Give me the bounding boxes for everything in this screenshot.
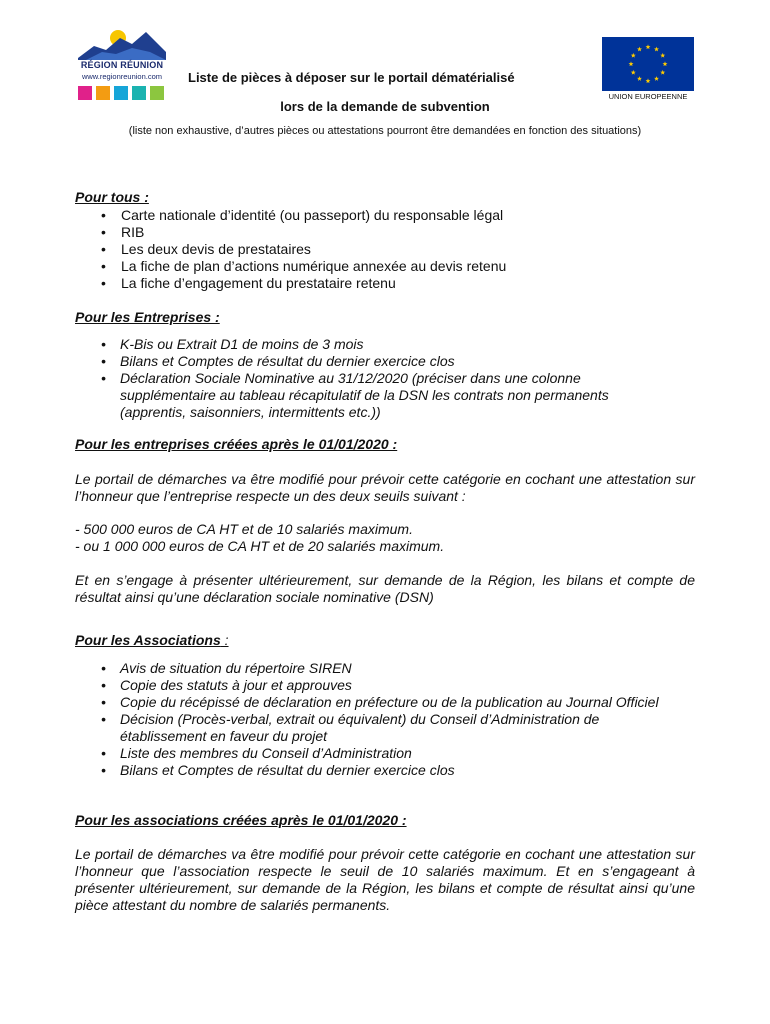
- list-entreprises: [0, 336, 695, 421]
- section-heading-tous: Pour tous :: [75, 189, 149, 205]
- list-item: • Bilans et Comptes de résultat du dernier exercice clos: [0, 762, 695, 779]
- logo-color-squares: [78, 86, 164, 100]
- list-item: • Liste des membres du Conseil d’Administration: [0, 745, 695, 762]
- threshold-2: - ou 1 000 000 euros de CA HT et de 20 salariés maximum.: [75, 538, 445, 554]
- list-item: • Copie des statuts à jour et approuves: [0, 677, 695, 694]
- section-heading-entreprises-2020: Pour les entreprises créées après le 01/01/2020 :: [75, 436, 398, 452]
- list-item: • Carte nationale d’identité (ou passeport) du responsable légal: [0, 207, 696, 224]
- section-heading-associations-2020: Pour les associations créées après le 01/01/2020 :: [75, 812, 407, 828]
- eu-label: UNION EUROPEENNE: [608, 92, 688, 101]
- heading-suffix: :: [220, 632, 229, 648]
- document-subtitle: (liste non exhaustive, d’autres pièces ou attestations pourront être demandées en fonction des situations): [128, 125, 642, 137]
- logo-url: www.regionreunion.com: [81, 72, 163, 81]
- logo-square: [114, 86, 128, 100]
- list-item: • La fiche de plan d’actions numérique annexée au devis retenu: [0, 258, 696, 275]
- threshold-1: - 500 000 euros de CA HT et de 10 salariés maximum.: [75, 521, 413, 537]
- logo-square: [96, 86, 110, 100]
- list-item: • Bilans et Comptes de résultat du dernier exercice clos: [0, 353, 695, 370]
- document-title-line1: Liste de pièces à déposer sur le portail dématérialisé: [188, 70, 515, 85]
- paragraph-associations-2020: Le portail de démarches va être modifié pour prévoir cette catégorie en cochant une attestation sur l’honneur que l’association respecte le seuil de 10 salariés maximum. Et en s’engageant à présenter ultérieurement, sur demande de la Région, les bilans et compte de résultat ainsi qu’une pièce attestant du nombre de salariés permanents.: [75, 846, 695, 913]
- list-item: • Déclaration Sociale Nominative au 31/12/2020 (préciser dans une colonne supplémentaire au tableau récapitulatif de la DSN les contrats non permanents (apprentis, saisonniers, intermittents etc.)): [0, 370, 632, 421]
- logo-square: [150, 86, 164, 100]
- list-associations: [0, 660, 695, 779]
- paragraph-entreprises-2020: Le portail de démarches va être modifié pour prévoir cette catégorie en cochant une attestation sur l’honneur que l’entreprise respecte un des deux seuils suivant :: [75, 471, 695, 504]
- logo-square: [78, 86, 92, 100]
- eu-flag-icon: [602, 37, 694, 91]
- list-item: • RIB: [0, 224, 696, 241]
- paragraph-entreprises-2020-commitment: Et en s’engage à présenter ultérieurement, sur demande de la Région, les bilans et compte de résultat ainsi qu’une déclaration sociale nominative (DSN): [75, 572, 695, 605]
- logo-name: RÉGION RÉUNION: [80, 60, 164, 70]
- list-item: • Les deux devis de prestataires: [0, 241, 696, 258]
- list-item: • Copie du récépissé de déclaration en préfecture ou de la publication au Journal Officiel: [0, 694, 695, 711]
- section-heading-entreprises: Pour les Entreprises :: [75, 309, 220, 325]
- list-tous: [0, 207, 696, 292]
- mountain-sun-icon: [76, 24, 168, 64]
- document-title-line2: lors de la demande de subvention: [280, 99, 490, 114]
- list-item: • Avis de situation du répertoire SIREN: [0, 660, 695, 677]
- list-item: • La fiche d’engagement du prestataire retenu: [0, 275, 696, 292]
- logo-square: [132, 86, 146, 100]
- list-item: • Décision (Procès-verbal, extrait ou équivalent) du Conseil d’Administration de établissement en faveur du projet: [0, 711, 665, 745]
- section-heading-associations-text: Pour les Associations: [75, 632, 221, 648]
- list-item: • K-Bis ou Extrait D1 de moins de 3 mois: [0, 336, 695, 353]
- region-reunion-logo: [76, 24, 168, 104]
- section-heading-associations: [75, 632, 229, 648]
